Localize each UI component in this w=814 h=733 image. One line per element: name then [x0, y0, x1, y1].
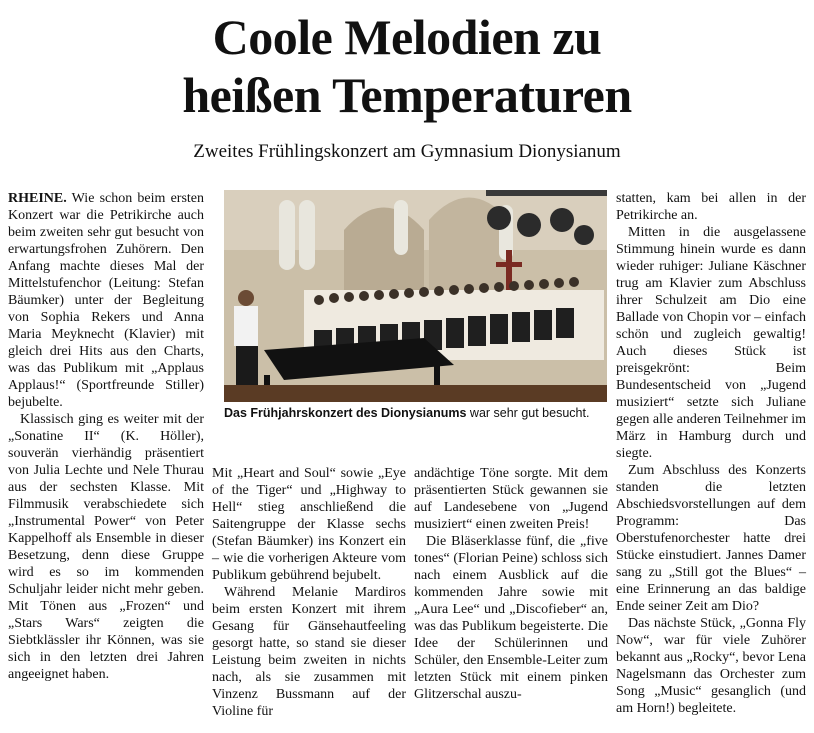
paragraph: statten, kam bei allen in der Petrikirche an. — [616, 191, 806, 223]
paragraph: Klassisch ging es weiter mit der „Sonatine II“ (K. Höller), souverän vierhändig präsentiert von Julia Lechte und Nele Thurau aus der sechsten Klasse. Mit Filmmusik verabschiedete sich „Instrumental Power“ von Peter Kappelhoff als Ensemble in dieser Besetzung, denn diese Gruppe wird es so im kommenden Schuljahr leider nicht mehr geben. Mit Tönen aus „Frozen“ und „Stars Wars“ zeigten die Siebtklässler ihr Können, was sie sich in den letzten drei Jahren angeeignet haben. — [8, 412, 204, 682]
paragraph: Die Bläserklasse fünf, die „five tones“ (Florian Peine) schloss sich nach einem Ausblick auf die kommenden Jahre sowie mit „Aura Lee“ und „Discofieber“ an, was das Publikum begeisterte. Die Idee der Schülerinnen und Schüler, den Ensemble-Leiter zum letzten Stück mit einem pinken Glitzerschal auszu- — [414, 534, 608, 702]
dateline: RHEINE. — [8, 191, 67, 206]
paragraph: andächtige Töne sorgte. Mit dem präsentierten Stück gewannen sie auf Landesebene von „Jugend musiziert“ einen zweiten Preis! — [414, 466, 608, 532]
photo-caption — [224, 405, 607, 421]
paragraph: Zum Abschluss des Konzerts standen die letzten Abschiedsvorstellungen auf dem Programm: Das Oberstufenorchester hatte drei Stücke einstudiert. Jannes Damer sang zu „Still got the Blues“ – eine Erinnerung an das baldige Ende seiner Zeit am Dio? — [616, 463, 806, 614]
paragraph-text: Wie schon beim ersten Konzert war die Petrikirche auch beim zweiten sehr gut besucht von erwartungsfrohen Zuhörern. Den Anfang machte dieses Mal der Mittelstufenchor (Leitung: Stefan Bäumker) unter der Begleitung von Sophia Rekers und Anna Maria Meyknecht (Klavier) mit gleich drei Hits aus den Charts, was das Publikum mit „Applaus Applaus!“ (Sportfreunde Stiller) bejubelte. — [8, 191, 204, 410]
headline-line-1: Coole Melodien zu — [212, 9, 602, 65]
headline-line-2: heißen Temperaturen — [182, 67, 632, 123]
article-column-3 — [414, 465, 608, 703]
choir-photo-illustration — [224, 190, 607, 402]
paragraph: Mitten in die ausgelassene Stimmung hinein wurde es dann wieder ruhiger: Juliane Käschner trug am Klavier zum Abschluss ihrer Schulzeit am Dio eine Ballade von Chopin vor – einfach schön und zugleich gewaltig! Auch dieses Stück ist preisgekrönt: Beim Bundesentscheid von „Jugend musiziert“ setzte sich Juliane gegen alle anderen Teilnehmer im März in Hamburg durch und siegte. — [616, 225, 807, 461]
paragraph: Das nächste Stück, „Gonna Fly Now“, war für viele Zuhörer bekannt aus „Rocky“, bevor Lena Nagelsmann das Orchester zum Song „Music“ gesanglich (und am Horn!) begleitete. — [616, 616, 806, 716]
subheadline: Zweites Frühlingskonzert am Gymnasium Dionysianum — [193, 141, 621, 162]
article-column-2 — [212, 465, 406, 720]
article-column-4 — [616, 190, 806, 717]
concert-photo — [224, 190, 607, 402]
paragraph: Während Melanie Mardiros beim ersten Konzert mit ihrem Gesang für Gänsehautfeeling gesorgt hatte, so stand sie dieser Leistung beim zweiten in nichts nach, als sie zusammen mit Vinzenz Bussmann auf der Violine für — [212, 585, 406, 719]
headline — [0, 8, 814, 124]
caption-text: war sehr gut besucht. — [466, 406, 590, 420]
caption-lead: Das Frühjahrskonzert des Dionysianums — [224, 406, 467, 420]
paragraph: Mit „Heart and Soul“ sowie „Eye of the Tiger“ und „Highway to Hell“ stieg anschließend die Saitengruppe der Klasse sechs (Stefan Bäumker) ins Konzert ein – wie die vorherigen Akteure vom Publikum gebührend bejubelt. — [212, 466, 406, 583]
paragraph — [8, 190, 204, 411]
article-column-1 — [8, 190, 204, 683]
